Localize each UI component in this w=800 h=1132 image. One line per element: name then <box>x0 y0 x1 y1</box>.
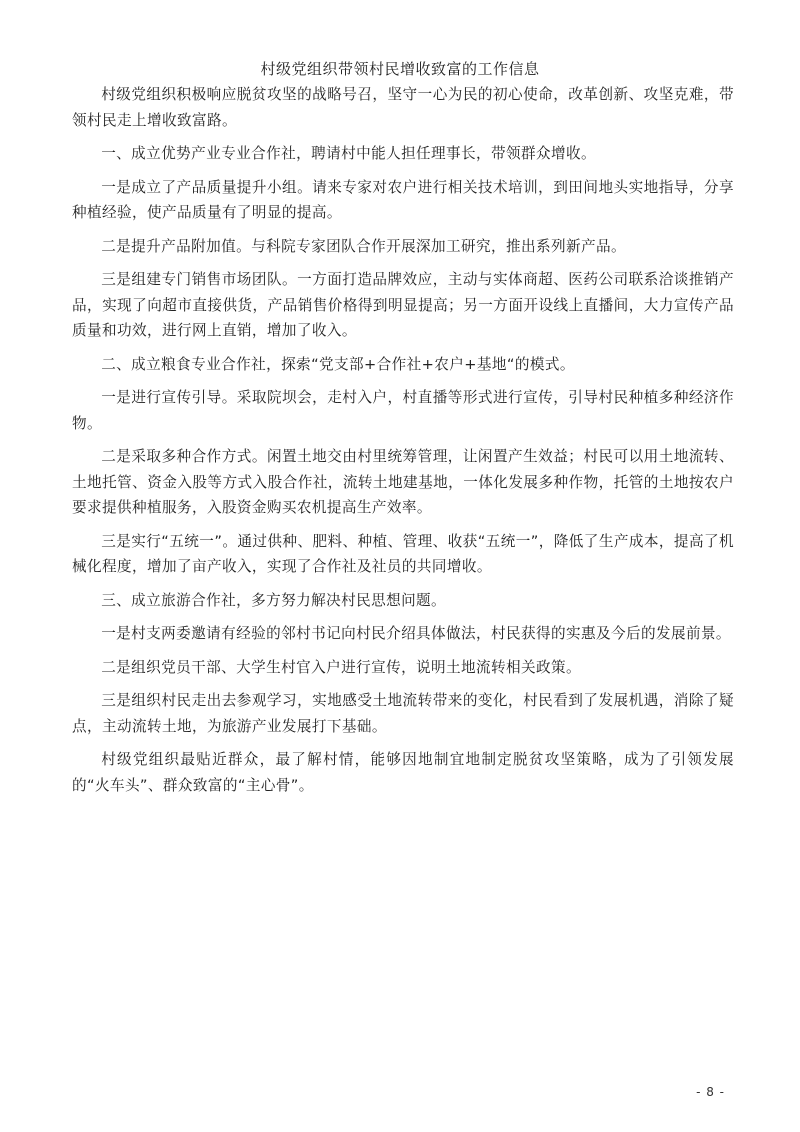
paragraph: 二是组织党员干部、大学生村官入户进行宣传，说明土地流转相关政策。 <box>101 658 581 676</box>
paragraph: 一是进行宣传引导。采取院坝会，走村入户，村直播等形式进行宣传，引导村民种植多种经济作物。 <box>72 389 734 432</box>
paragraph-conclusion: 村级党组织最贴近群众，最了解村情，能够因地制宜地制定脱贫攻坚策略，成为了引领发展的“火车头”、群众致富的“主心骨”。 <box>72 751 734 794</box>
paragraph: 一是村支两委邀请有经验的邻村书记向村民介绍具体做法，村民获得的实惠及今后的发展前景。 <box>101 625 731 642</box>
page-number: - 8 - <box>696 1085 725 1099</box>
paragraph: 一是成立了产品质量提升小组。请来专家对农户进行相关技术培训，到田间地头实地指导，分享种植经验，使产品质量有了明显的提高。 <box>72 178 734 221</box>
paragraph: 二是提升产品附加值。与科院专家团队合作开展深加工研究，推出系列新产品。 <box>101 237 626 255</box>
document-body <box>72 82 734 806</box>
paragraph: 三是组建专门销售市场团队。一方面打造品牌效应，主动与实体商超、医药公司联系洽谈推销产品，实现了向超市直接供货，产品销售价格得到明显提高；另一方面开设线上直播间，大力宣传产品质量和功效，进行网上直销，增加了收入。 <box>72 271 734 339</box>
section-heading-1: 一、成立优势产业专业合作社，聘请村中能人担任理事长，带领群众增收。 <box>101 145 596 162</box>
paragraph-intro: 村级党组织积极响应脱贫攻坚的战略号召，坚守一心为民的初心使命，改革创新、攻坚克难，带领村民走上增收致富路。 <box>72 86 734 129</box>
document-title: 村级党组织带领村民增收致富的工作信息 <box>260 60 540 78</box>
paragraph: 三是组织村民走出去参观学习，实地感受土地流转带来的变化，村民看到了发展机遇，消除了疑点，主动流转土地，为旅游产业发展打下基础。 <box>72 692 734 735</box>
section-heading-3: 三、成立旅游合作社，多方努力解决村民思想问题。 <box>101 591 447 609</box>
paragraph: 二是采取多种合作方式。闲置土地交由村里统筹管理，让闲置产生效益；村民可以用土地流转、土地托管、资金入股等方式入股合作社，流转土地建基地，一体化发展多种作物，托管的土地按农户要求提供种植服务，入股资金购买农机提高生产效率。 <box>72 448 734 516</box>
paragraph: 三是实行“五统一”。通过供种、肥料、种植、管理、收获“五统一”，降低了生产成本，提高了机械化程度，增加了亩产收入，实现了合作社及社员的共同增收。 <box>72 532 734 575</box>
section-heading-2: 二、成立粮食专业合作社，探索“党支部+合作社+农户+基地“的模式。 <box>101 355 575 373</box>
